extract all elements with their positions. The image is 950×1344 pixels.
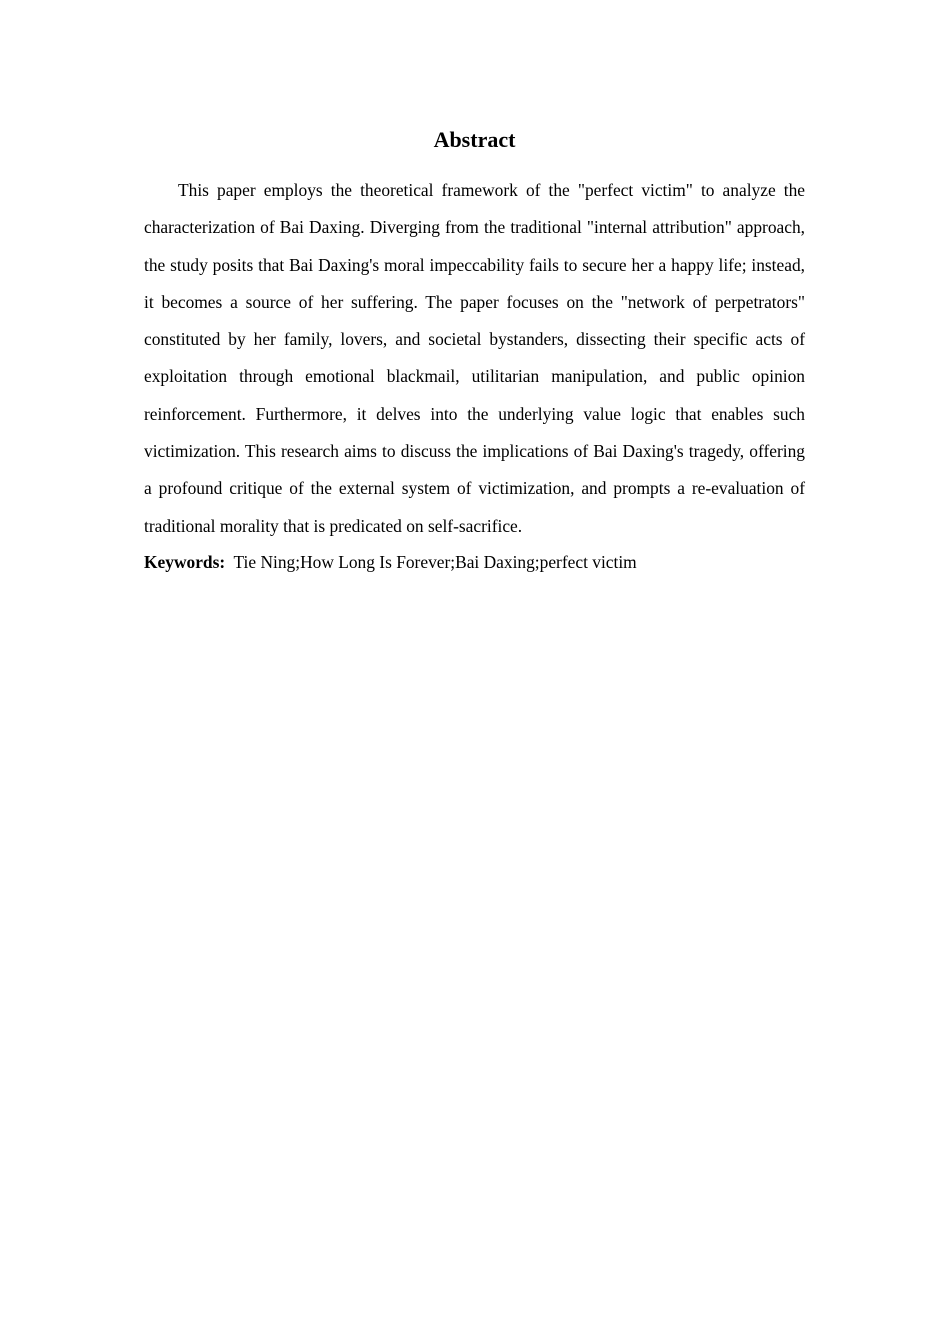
keywords-label: Keywords:: [144, 551, 226, 572]
abstract-section: [144, 122, 805, 580]
abstract-body: This paper employs the theoretical framework of the "perfect victim" to analyze the characterization of Bai Daxing. Diverging from the traditional "internal attribution" approach, the study posits that Bai Daxing's moral impeccability fails to secure her a happy life; instead, it becomes a source of her suffering. The paper focuses on the "network of perpetrators" constituted by her family, lovers, and societal bystanders, dissecting their specific acts of exploitation through emotional blackmail, utilitarian manipulation, and public opinion reinforcement. Furthermore, it delves into the underlying value logic that enables such victimization. This research aims to discuss the implications of Bai Daxing's tragedy, offering a profound critique of the external system of victimization, and prompts a re-evaluation of traditional morality that is predicated on self-sacrifice.: [144, 180, 805, 536]
keywords-list: Tie Ning;How Long Is Forever;Bai Daxing;perfect victim: [233, 551, 637, 572]
abstract-title: Abstract: [433, 127, 516, 152]
keywords-line: [144, 544, 805, 580]
